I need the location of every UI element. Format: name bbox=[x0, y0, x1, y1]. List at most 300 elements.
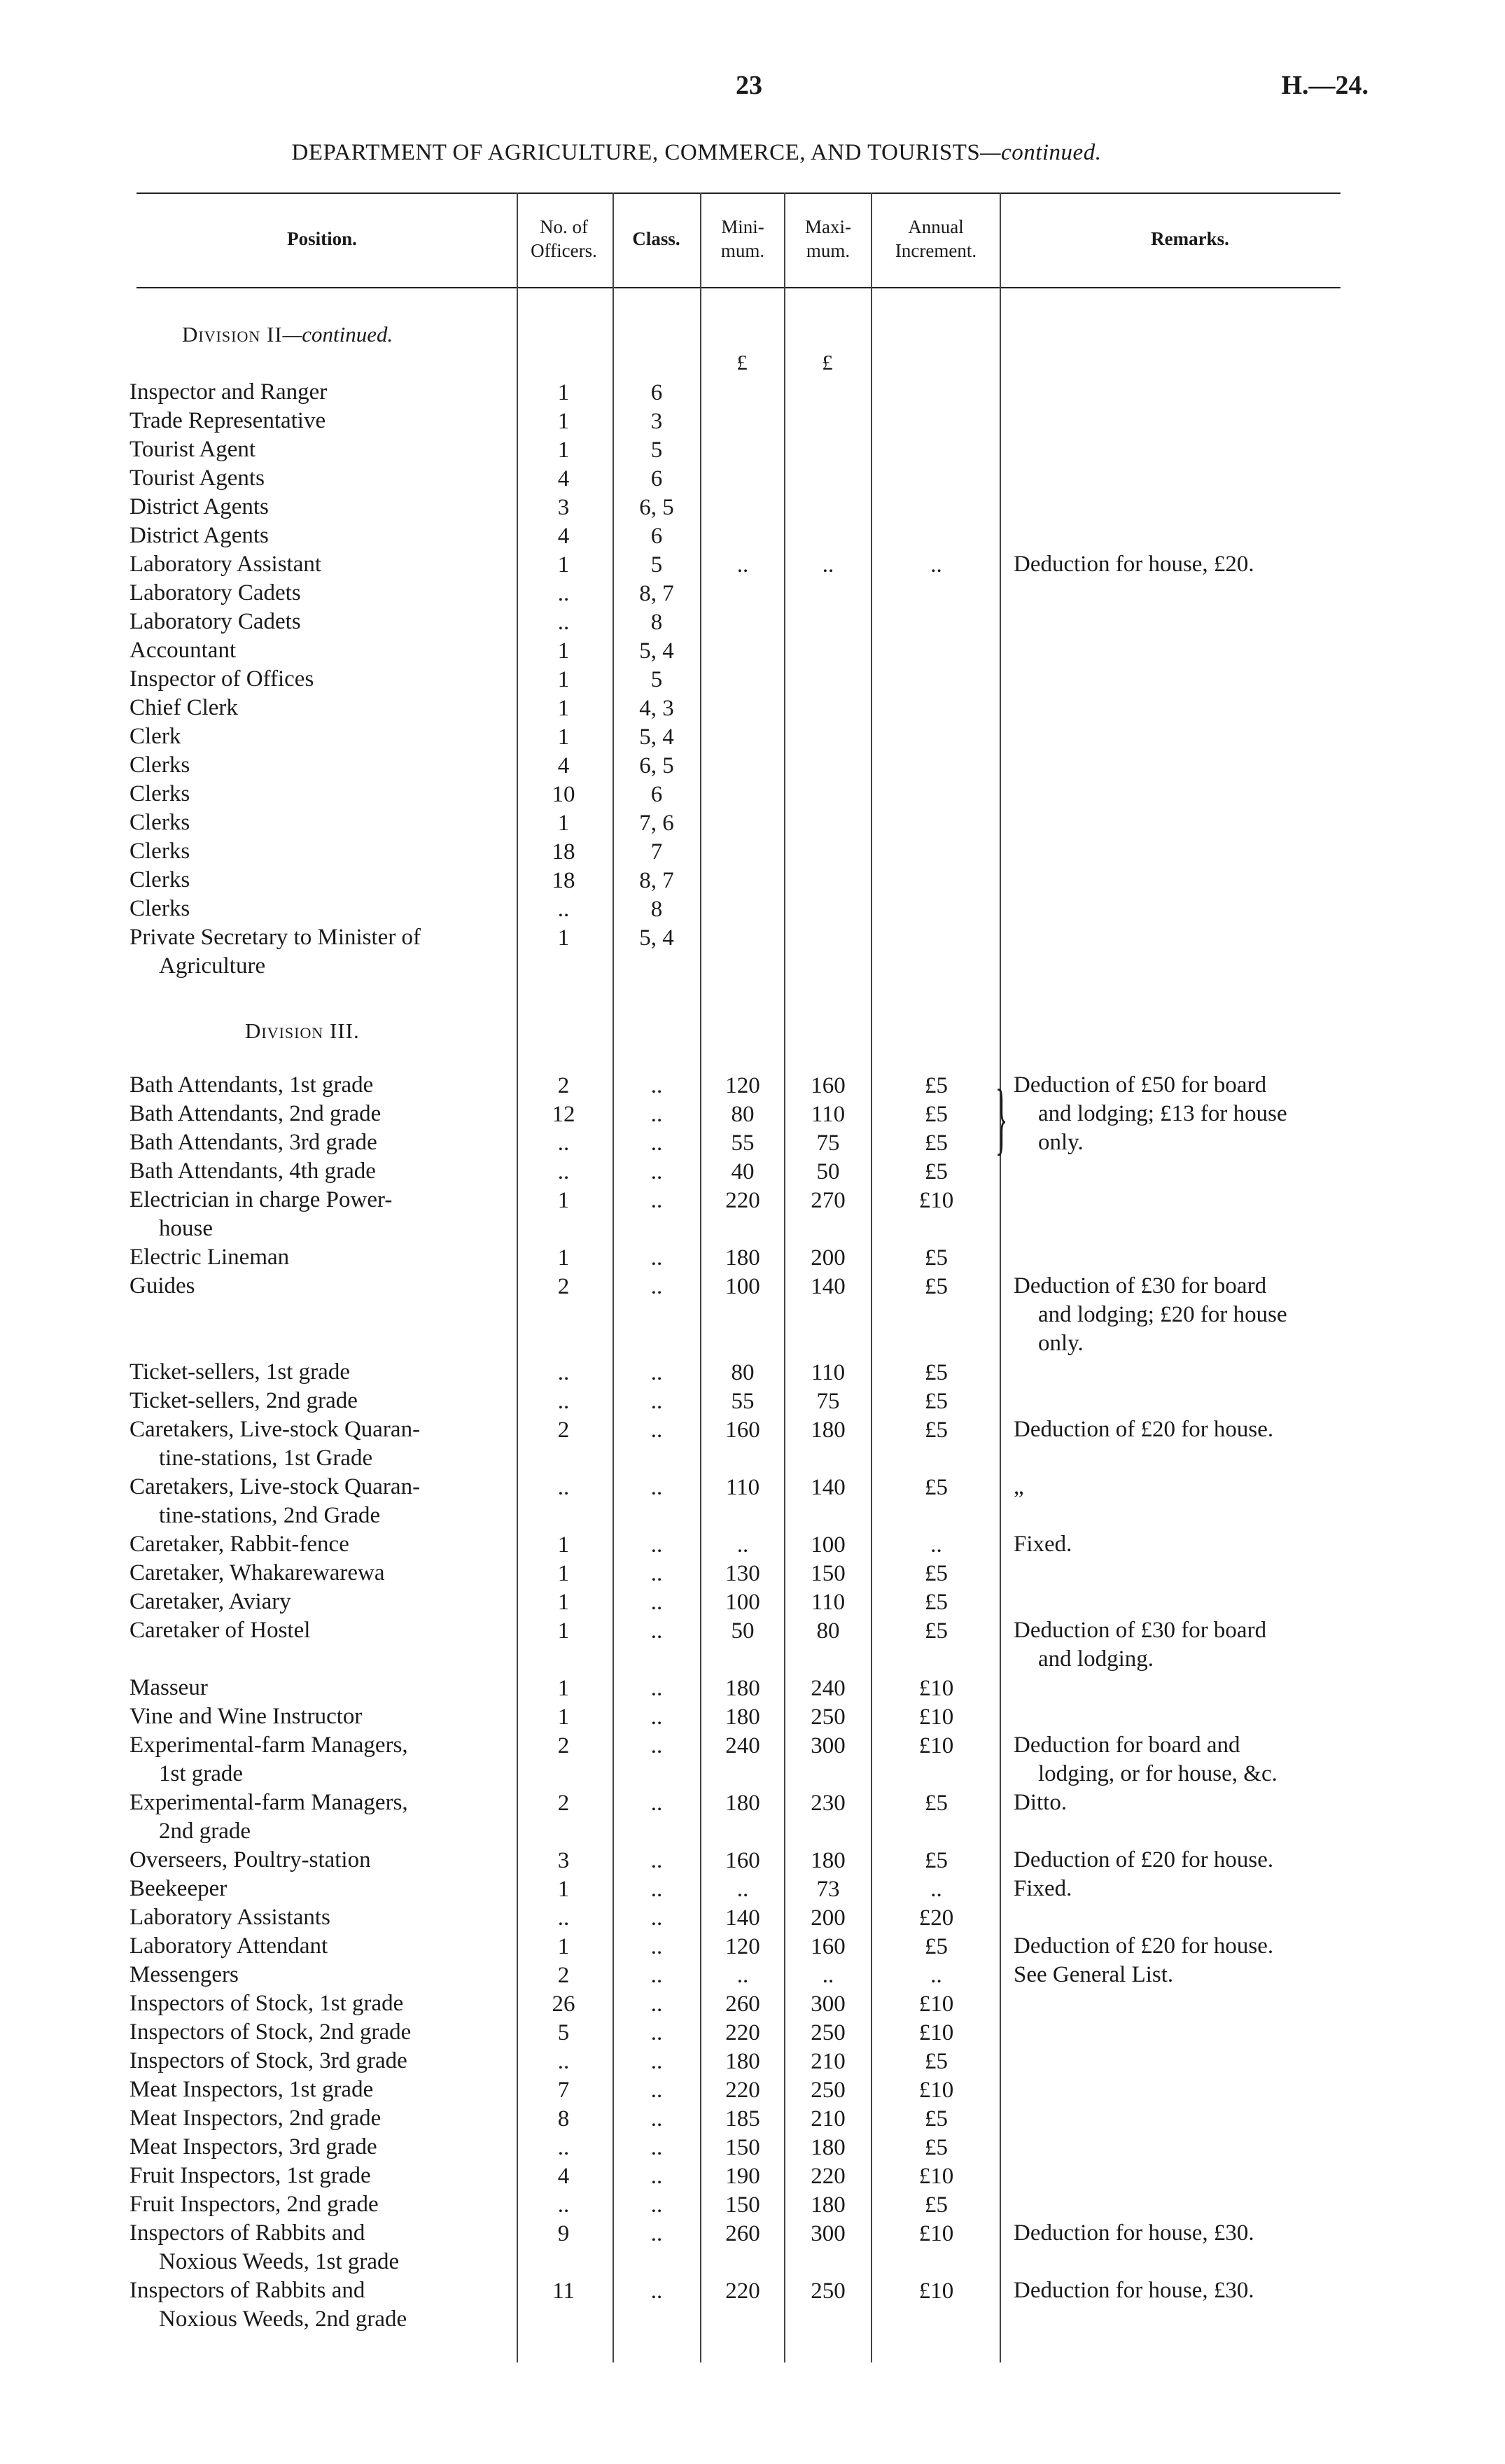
class-value: 5 bbox=[650, 438, 663, 463]
position-cell bbox=[130, 808, 493, 837]
position-cell bbox=[130, 407, 493, 435]
position-text: Meat Inspectors, 2nd grade bbox=[130, 2106, 382, 2131]
position-cell bbox=[130, 2162, 493, 2190]
position-cell bbox=[130, 1702, 493, 1731]
officers-count: 9 bbox=[557, 2221, 570, 2246]
remarks-cell bbox=[1014, 1961, 1357, 1989]
position-cell bbox=[130, 1616, 493, 1645]
officers-count: .. bbox=[557, 1360, 570, 1385]
position-text: Laboratory Attendant bbox=[130, 1933, 328, 1959]
position-cell bbox=[130, 1387, 493, 1415]
position-text: Chief Clerk bbox=[130, 695, 238, 720]
maximum-value: 75 bbox=[816, 1130, 840, 1156]
position-cell bbox=[130, 1961, 493, 1989]
position-cell bbox=[130, 1128, 493, 1157]
position-text: Meat Inspectors, 1st grade bbox=[130, 2077, 374, 2102]
maximum-value: 250 bbox=[811, 2278, 846, 2304]
position-cell bbox=[130, 1731, 493, 1788]
officers-count: 4 bbox=[557, 2164, 570, 2189]
maximum-value: 230 bbox=[811, 1791, 846, 1816]
remarks-text: Fixed. bbox=[1014, 1532, 1072, 1557]
position-cell bbox=[130, 722, 493, 751]
position-cell bbox=[130, 665, 493, 694]
officers-count: 1 bbox=[557, 638, 570, 664]
remarks-cell bbox=[1014, 1616, 1357, 1674]
position-cell bbox=[130, 464, 493, 493]
class-value: 5 bbox=[650, 667, 663, 692]
minimum-value: 220 bbox=[725, 1188, 760, 1213]
increment-value: £5 bbox=[925, 1389, 948, 1414]
increment-value: £10 bbox=[918, 1733, 954, 1758]
maximum-value: 100 bbox=[811, 1532, 846, 1558]
maximum-value: 160 bbox=[811, 1934, 846, 1959]
increment-value: £10 bbox=[918, 2164, 954, 2189]
maximum-value: 80 bbox=[816, 1618, 840, 1644]
officers-count: 1 bbox=[557, 1590, 570, 1615]
remarks-text: Deduction for house, £20. bbox=[1014, 552, 1254, 577]
minimum-value: .. bbox=[736, 552, 749, 578]
remarks-text: Ditto. bbox=[1014, 1790, 1068, 1815]
minimum-value: 180 bbox=[725, 1676, 760, 1701]
class-value: .. bbox=[650, 1963, 663, 1988]
class-value: .. bbox=[650, 1274, 663, 1299]
position-cell bbox=[130, 1071, 493, 1100]
remarks-text: Deduction for board and bbox=[1014, 1732, 1240, 1758]
position-text: Guides bbox=[130, 1273, 195, 1298]
position-cell bbox=[130, 1473, 493, 1530]
minimum-value: 160 bbox=[725, 1848, 760, 1873]
position-text: Overseers, Poultry-station bbox=[130, 1847, 371, 1872]
position-text-continued: tine-stations, 1st Grade bbox=[159, 1446, 373, 1471]
position-text-continued: 2nd grade bbox=[159, 1819, 251, 1844]
position-text: Inspectors of Rabbits and bbox=[130, 2220, 365, 2246]
position-cell bbox=[130, 1903, 493, 1932]
position-cell bbox=[130, 694, 493, 722]
position-text: Laboratory Cadets bbox=[130, 609, 301, 634]
minimum-value: 100 bbox=[725, 1274, 760, 1299]
class-value: .. bbox=[650, 2164, 663, 2189]
maximum-value: 180 bbox=[811, 1418, 846, 1443]
increment-value: £20 bbox=[918, 1905, 954, 1931]
position-text-continued: tine-stations, 2nd Grade bbox=[159, 1503, 381, 1528]
division-heading bbox=[182, 322, 393, 347]
increment-value: £5 bbox=[925, 2192, 948, 2218]
class-value: .. bbox=[650, 1991, 663, 2017]
position-text: Inspectors of Stock, 1st grade bbox=[130, 1991, 404, 2016]
class-value: 6, 5 bbox=[639, 753, 674, 778]
increment-value: £5 bbox=[925, 1274, 948, 1299]
class-value: .. bbox=[650, 1389, 663, 1414]
minimum-value: 185 bbox=[725, 2106, 760, 2132]
class-value: .. bbox=[650, 1188, 663, 1213]
officers-count: .. bbox=[557, 581, 570, 606]
position-text: Electric Lineman bbox=[130, 1245, 290, 1270]
minimum-value: 150 bbox=[725, 2135, 760, 2160]
officers-count: 1 bbox=[557, 1934, 570, 1959]
class-value: .. bbox=[650, 1704, 663, 1730]
increment-value: £5 bbox=[925, 1130, 948, 1156]
increment-value: .. bbox=[930, 552, 942, 578]
position-cell bbox=[130, 550, 493, 579]
class-value: 3 bbox=[650, 409, 663, 434]
maximum-value: 110 bbox=[811, 1590, 846, 1615]
page-title bbox=[133, 140, 1260, 166]
class-value: 6 bbox=[650, 380, 663, 405]
position-text: Beekeeper bbox=[130, 1876, 227, 1901]
class-value: 8, 7 bbox=[639, 868, 674, 893]
increment-value: £5 bbox=[925, 1360, 948, 1385]
position-cell bbox=[130, 1932, 493, 1961]
header-no-of-officers: No. of Officers. bbox=[531, 216, 597, 261]
remarks-cell bbox=[1014, 1473, 1357, 1502]
position-text: Clerk bbox=[130, 724, 181, 749]
officers-count: 1 bbox=[557, 1245, 570, 1270]
officers-count: 1 bbox=[557, 925, 570, 951]
page-number: 23 bbox=[736, 71, 762, 100]
remarks-text: Fixed. bbox=[1014, 1876, 1072, 1901]
officers-count: 3 bbox=[557, 495, 570, 520]
position-cell bbox=[130, 780, 493, 808]
maximum-value: 180 bbox=[811, 2192, 846, 2218]
position-text: Fruit Inspectors, 2nd grade bbox=[130, 2192, 379, 2217]
increment-value: £10 bbox=[918, 1676, 954, 1701]
minimum-value: 55 bbox=[731, 1130, 755, 1156]
remarks-cell bbox=[1014, 1071, 1357, 1157]
class-value: .. bbox=[650, 1733, 663, 1758]
position-cell bbox=[130, 2104, 493, 2133]
remarks-cell bbox=[1014, 1415, 1357, 1444]
position-text: Clerks bbox=[130, 896, 190, 921]
remarks-text: „ bbox=[1014, 1474, 1024, 1499]
header-bottom-rule bbox=[136, 287, 1340, 288]
minimum-value: 260 bbox=[725, 1991, 760, 2017]
minimum-value: 220 bbox=[725, 2078, 760, 2103]
maximum-value: 50 bbox=[816, 1159, 840, 1184]
class-value: 4, 3 bbox=[639, 696, 674, 721]
header-position: Position. bbox=[287, 228, 357, 250]
class-value: .. bbox=[650, 2078, 663, 2103]
position-text: Laboratory Assistant bbox=[130, 552, 322, 577]
division-suffix: —continued. bbox=[282, 322, 393, 346]
officers-count: .. bbox=[557, 1389, 570, 1414]
minimum-value: 110 bbox=[725, 1475, 760, 1500]
remarks-cell bbox=[1014, 1788, 1357, 1817]
position-text: Clerks bbox=[130, 839, 190, 864]
position-text: Accountant bbox=[130, 638, 237, 663]
officers-count: 2 bbox=[557, 1791, 570, 1816]
minimum-value: .. bbox=[736, 1532, 749, 1558]
remarks-text: Deduction of £20 for house. bbox=[1014, 1847, 1274, 1872]
remarks-text-continued: and lodging; £20 for house bbox=[1038, 1302, 1287, 1327]
maximum-value: 110 bbox=[811, 1102, 846, 1127]
position-text: Caretaker of Hostel bbox=[130, 1618, 311, 1643]
position-text: Ticket-sellers, 2nd grade bbox=[130, 1388, 358, 1413]
position-text: Vine and Wine Instructor bbox=[130, 1704, 363, 1729]
officers-count: .. bbox=[557, 1130, 570, 1156]
maximum-value: 300 bbox=[811, 1733, 846, 1758]
officers-count: 7 bbox=[557, 2078, 570, 2103]
maximum-value: 270 bbox=[811, 1188, 846, 1213]
maximum-value: 250 bbox=[811, 2020, 846, 2045]
maximum-value: 300 bbox=[811, 1991, 846, 2017]
class-value: .. bbox=[650, 2278, 663, 2304]
officers-count: 1 bbox=[557, 1188, 570, 1213]
position-text: Clerks bbox=[130, 867, 190, 892]
increment-value: £5 bbox=[925, 1848, 948, 1873]
minimum-value: 160 bbox=[725, 1418, 760, 1443]
title-suffix: —continued. bbox=[980, 140, 1102, 165]
increment-value: £5 bbox=[925, 1561, 948, 1586]
remarks-text: Deduction for house, £30. bbox=[1014, 2220, 1254, 2246]
minimum-value: 140 bbox=[725, 1905, 760, 1931]
officers-count: 2 bbox=[557, 1733, 570, 1758]
class-value: .. bbox=[650, 1561, 663, 1586]
class-value: .. bbox=[650, 1159, 663, 1184]
increment-value: .. bbox=[930, 1877, 942, 1902]
position-text-continued: 1st grade bbox=[159, 1761, 244, 1786]
position-text: Bath Attendants, 2nd grade bbox=[130, 1101, 382, 1126]
class-value: 6 bbox=[650, 466, 663, 491]
class-value: 6, 5 bbox=[639, 495, 674, 520]
increment-value: £10 bbox=[918, 2221, 954, 2246]
officers-count: 1 bbox=[557, 409, 570, 434]
minimum-value: 80 bbox=[731, 1102, 755, 1127]
position-text: Trade Representative bbox=[130, 408, 326, 433]
class-value: 6 bbox=[650, 782, 663, 807]
position-cell bbox=[130, 1157, 493, 1186]
increment-value: £5 bbox=[925, 1159, 948, 1184]
position-text: Clerks bbox=[130, 781, 190, 806]
officers-count: 18 bbox=[552, 868, 575, 893]
officers-count: 4 bbox=[557, 753, 570, 778]
minimum-value: 240 bbox=[725, 1733, 760, 1758]
position-text: Inspector of Offices bbox=[130, 666, 314, 692]
class-value: .. bbox=[650, 2049, 663, 2074]
class-value: 8, 7 bbox=[639, 581, 674, 606]
remarks-cell bbox=[1014, 2219, 1357, 2248]
position-text-continued: Noxious Weeds, 2nd grade bbox=[159, 2306, 407, 2332]
position-cell bbox=[130, 1415, 493, 1473]
class-value: .. bbox=[650, 1245, 663, 1270]
header-minimum: Mini- mum. bbox=[720, 216, 765, 261]
position-text: District Agents bbox=[130, 494, 269, 519]
position-cell bbox=[130, 1674, 493, 1702]
remarks-cell bbox=[1014, 1932, 1357, 1961]
position-cell bbox=[130, 1989, 493, 2018]
maximum-value: 150 bbox=[811, 1561, 846, 1586]
maximum-value: 200 bbox=[811, 1245, 846, 1270]
class-value: .. bbox=[650, 1532, 663, 1558]
position-cell bbox=[130, 636, 493, 665]
maximum-value: 110 bbox=[811, 1360, 846, 1385]
class-value: .. bbox=[650, 1848, 663, 1873]
class-value: 5 bbox=[650, 552, 663, 578]
currency-max: £ bbox=[822, 350, 833, 374]
position-cell bbox=[130, 1846, 493, 1875]
position-cell bbox=[130, 493, 493, 522]
position-cell bbox=[130, 837, 493, 866]
maximum-value: .. bbox=[822, 552, 834, 578]
officers-count: 1 bbox=[557, 1532, 570, 1558]
class-value: 6 bbox=[650, 524, 663, 549]
col-sep-5 bbox=[871, 192, 872, 2362]
position-cell bbox=[130, 608, 493, 636]
position-cell bbox=[130, 1272, 493, 1301]
col-sep-6 bbox=[1000, 192, 1001, 2362]
position-text: Meat Inspectors, 3rd grade bbox=[130, 2134, 377, 2160]
class-value: .. bbox=[650, 1475, 663, 1500]
maximum-value: 180 bbox=[811, 1848, 846, 1873]
position-cell bbox=[130, 378, 493, 407]
maximum-value: 210 bbox=[811, 2106, 846, 2132]
officers-count: 1 bbox=[557, 438, 570, 463]
minimum-value: 100 bbox=[725, 1590, 760, 1615]
class-value: 8 bbox=[650, 610, 663, 635]
position-cell bbox=[130, 895, 493, 923]
maximum-value: 75 bbox=[816, 1389, 840, 1414]
maximum-value: 220 bbox=[811, 2164, 846, 2189]
officers-count: 1 bbox=[557, 724, 570, 750]
increment-value: .. bbox=[930, 1963, 942, 1988]
position-text: Inspectors of Stock, 3rd grade bbox=[130, 2048, 407, 2073]
increment-value: £5 bbox=[925, 1418, 948, 1443]
position-text: Tourist Agents bbox=[130, 465, 265, 491]
position-cell bbox=[130, 2190, 493, 2219]
officers-count: 1 bbox=[557, 380, 570, 405]
officers-count: 8 bbox=[557, 2106, 570, 2132]
position-text: Inspectors of Stock, 2nd grade bbox=[130, 2019, 412, 2045]
position-text: Laboratory Assistants bbox=[130, 1905, 330, 1930]
increment-value: £5 bbox=[925, 1475, 948, 1500]
remarks-cell bbox=[1014, 1530, 1357, 1559]
remarks-cell bbox=[1014, 1875, 1357, 1903]
minimum-value: 180 bbox=[725, 1704, 760, 1730]
position-cell bbox=[130, 2018, 493, 2047]
class-value: .. bbox=[650, 2221, 663, 2246]
remarks-text-continued: only. bbox=[1038, 1331, 1084, 1356]
class-value: .. bbox=[650, 2020, 663, 2045]
position-text: Fruit Inspectors, 1st grade bbox=[130, 2163, 371, 2188]
minimum-value: 220 bbox=[725, 2020, 760, 2045]
minimum-value: 220 bbox=[725, 2278, 760, 2304]
maximum-value: 300 bbox=[811, 2221, 846, 2246]
col-sep-2 bbox=[612, 192, 614, 2362]
class-value: .. bbox=[650, 1102, 663, 1127]
minimum-value: 120 bbox=[725, 1934, 760, 1959]
position-text: Caretakers, Live-stock Quaran- bbox=[130, 1474, 421, 1499]
increment-value: £10 bbox=[918, 2020, 954, 2045]
minimum-value: 50 bbox=[731, 1618, 755, 1644]
position-cell bbox=[130, 435, 493, 464]
table-top-rule bbox=[136, 192, 1340, 194]
remarks-cell bbox=[1014, 2276, 1357, 2305]
class-value: .. bbox=[650, 1073, 663, 1098]
minimum-value: 120 bbox=[725, 1073, 760, 1098]
minimum-value: 150 bbox=[725, 2192, 760, 2218]
remarks-cell bbox=[1014, 1731, 1357, 1788]
remarks-text: Deduction of £20 for house. bbox=[1014, 1417, 1274, 1442]
increment-value: £10 bbox=[918, 2278, 954, 2304]
minimum-value: 40 bbox=[731, 1159, 755, 1184]
increment-value: .. bbox=[930, 1532, 942, 1558]
remarks-cell bbox=[1014, 1272, 1357, 1358]
class-value: .. bbox=[650, 1130, 663, 1156]
maximum-value: 200 bbox=[811, 1905, 846, 1931]
increment-value: £10 bbox=[918, 2078, 954, 2103]
header-annual-increment: Annual Increment. bbox=[895, 216, 977, 261]
document-reference: H.—24. bbox=[1281, 71, 1368, 100]
position-cell bbox=[130, 1875, 493, 1903]
position-text: Masseur bbox=[130, 1675, 208, 1700]
minimum-value: 180 bbox=[725, 1245, 760, 1270]
position-cell bbox=[130, 2076, 493, 2104]
position-cell bbox=[130, 866, 493, 895]
minimum-value: 55 bbox=[731, 1389, 755, 1414]
officers-count: 12 bbox=[552, 1102, 575, 1127]
minimum-value: 260 bbox=[725, 2221, 760, 2246]
minimum-value: 180 bbox=[725, 1791, 760, 1816]
officers-count: 2 bbox=[557, 1073, 570, 1098]
bracket-bath-attendants: } bbox=[995, 1073, 1008, 1163]
header-maximum: Maxi- mum. bbox=[805, 216, 851, 261]
position-text: Clerks bbox=[130, 810, 190, 835]
maximum-value: 250 bbox=[811, 1704, 846, 1730]
officers-count: .. bbox=[557, 1905, 570, 1931]
officers-count: 18 bbox=[552, 839, 575, 864]
remarks-text-continued: and lodging; £13 for house bbox=[1038, 1101, 1287, 1126]
minimum-value: 130 bbox=[725, 1561, 760, 1586]
officers-count: 1 bbox=[557, 811, 570, 836]
increment-value: £5 bbox=[925, 2049, 948, 2074]
title-main: DEPARTMENT OF AGRICULTURE, COMMERCE, AND TOURISTS bbox=[291, 140, 981, 165]
officers-count: 1 bbox=[557, 1618, 570, 1644]
officers-count: .. bbox=[557, 2135, 570, 2160]
remarks-cell bbox=[1014, 550, 1357, 579]
officers-count: 10 bbox=[552, 782, 575, 807]
position-text: Caretaker, Aviary bbox=[130, 1589, 291, 1614]
increment-value: £5 bbox=[925, 1618, 948, 1644]
position-text: Tourist Agent bbox=[130, 437, 256, 462]
position-text: Bath Attendants, 3rd grade bbox=[130, 1130, 377, 1155]
remarks-text: Deduction of £50 for board bbox=[1014, 1072, 1267, 1098]
position-text: Bath Attendants, 1st grade bbox=[130, 1072, 374, 1098]
position-text: Experimental-farm Managers, bbox=[130, 1732, 408, 1758]
maximum-value: 160 bbox=[811, 1073, 846, 1098]
officers-count: .. bbox=[557, 1475, 570, 1500]
position-text: District Agents bbox=[130, 523, 269, 548]
officers-count: .. bbox=[557, 1159, 570, 1184]
class-value: 7, 6 bbox=[639, 811, 674, 836]
increment-value: £10 bbox=[918, 1704, 954, 1730]
increment-value: £5 bbox=[925, 2106, 948, 2132]
remarks-text-continued: and lodging. bbox=[1038, 1646, 1154, 1672]
maximum-value: 240 bbox=[811, 1676, 846, 1701]
remarks-cell bbox=[1014, 1846, 1357, 1875]
position-text: Experimental-farm Managers, bbox=[130, 1790, 408, 1815]
increment-value: £5 bbox=[925, 1934, 948, 1959]
minimum-value: .. bbox=[736, 1877, 749, 1902]
position-cell bbox=[130, 2133, 493, 2162]
maximum-value: 210 bbox=[811, 2049, 846, 2074]
remarks-text: Deduction of £20 for house. bbox=[1014, 1933, 1274, 1959]
officers-count: 2 bbox=[557, 1963, 570, 1988]
class-value: .. bbox=[650, 1791, 663, 1816]
position-text: Laboratory Cadets bbox=[130, 580, 301, 606]
position-cell bbox=[130, 1530, 493, 1559]
remarks-text-continued: only. bbox=[1038, 1130, 1084, 1155]
increment-value: £5 bbox=[925, 1791, 948, 1816]
class-value: .. bbox=[650, 1905, 663, 1931]
